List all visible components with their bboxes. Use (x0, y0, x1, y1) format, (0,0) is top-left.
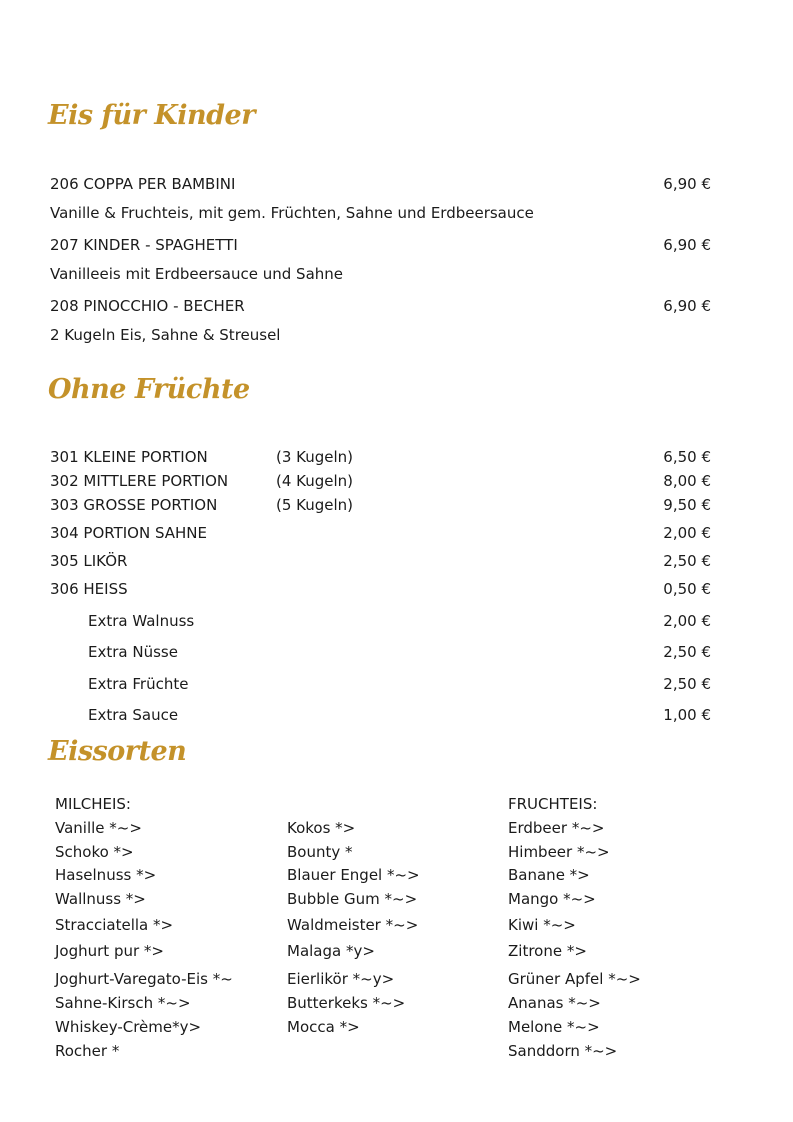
flavor-item: Rocher * (55, 1042, 120, 1060)
flavor-item: Grüner Apfel *~> (508, 970, 641, 988)
extra-nuesse-name: Extra Nüsse (88, 643, 178, 661)
flavor-item: Wallnuss *> (55, 890, 146, 908)
flavor-item: Erdbeer *~> (508, 819, 605, 837)
item-208-title: 208 PINOCCHIO - BECHER (50, 297, 245, 315)
portion-304-name: 304 PORTION SAHNE (50, 524, 208, 542)
item-206-price: 6,90 € (663, 175, 711, 193)
section-heading-ohne-fruechte: Ohne Früchte (48, 374, 250, 405)
flavor-item: Himbeer *~> (508, 843, 610, 861)
item-206-description: Vanille & Fruchteis, mit gem. Früchten, Sahne und Erdbeersauce (50, 204, 534, 222)
section-heading-eissorten: Eissorten (48, 736, 187, 767)
flavor-item: Mocca *> (287, 1018, 360, 1036)
milcheis-header: MILCHEIS: (55, 795, 131, 813)
flavor-item: Banane *> (508, 866, 590, 884)
flavor-item: Stracciatella *> (55, 916, 174, 934)
portion-303-note: (5 Kugeln) (276, 496, 354, 514)
flavor-item: Blauer Engel *~> (287, 866, 420, 884)
portion-302-price: 8,00 € (663, 472, 711, 490)
flavor-item: Mango *~> (508, 890, 596, 908)
item-207-description: Vanilleeis mit Erdbeersauce und Sahne (50, 265, 343, 283)
flavor-item: Kokos *> (287, 819, 356, 837)
item-208-price: 6,90 € (663, 297, 711, 315)
flavor-item: Bubble Gum *~> (287, 890, 418, 908)
portion-301-price: 6,50 € (663, 448, 711, 466)
extra-sauce-price: 1,00 € (663, 706, 711, 724)
item-207-title: 207 KINDER - SPAGHETTI (50, 236, 238, 254)
flavor-item: Waldmeister *~> (287, 916, 419, 934)
portion-306-price: 0,50 € (663, 580, 711, 598)
extra-walnuss-price: 2,00 € (663, 612, 711, 630)
flavor-item: Melone *~> (508, 1018, 600, 1036)
extra-fruechte-price: 2,50 € (663, 675, 711, 693)
flavor-item: Bounty * (287, 843, 353, 861)
flavor-item: Malaga *y> (287, 942, 375, 960)
flavor-item: Vanille *~> (55, 819, 142, 837)
flavor-item: Kiwi *~> (508, 916, 576, 934)
portion-306-name: 306 HEISS (50, 580, 128, 598)
flavor-item: Zitrone *> (508, 942, 587, 960)
flavor-item: Haselnuss *> (55, 866, 157, 884)
flavor-item: Joghurt pur *> (55, 942, 164, 960)
extra-nuesse-price: 2,50 € (663, 643, 711, 661)
flavor-item: Ananas *~> (508, 994, 601, 1012)
portion-302-note: (4 Kugeln) (276, 472, 354, 490)
portion-302-name: 302 MITTLERE PORTION (50, 472, 229, 490)
portion-301-note: (3 Kugeln) (276, 448, 354, 466)
portion-303-name: 303 GROSSE PORTION (50, 496, 218, 514)
extra-fruechte-name: Extra Früchte (88, 675, 189, 693)
flavor-item: Schoko *> (55, 843, 134, 861)
portion-301-name: 301 KLEINE PORTION (50, 448, 208, 466)
flavor-item: Sahne-Kirsch *~> (55, 994, 191, 1012)
flavor-item: Whiskey-Crème*y> (55, 1018, 202, 1036)
portion-305-name: 305 LIKÖR (50, 552, 128, 570)
item-208-description: 2 Kugeln Eis, Sahne & Streusel (50, 326, 281, 344)
flavor-item: Joghurt-Varegato-Eis *~ (55, 970, 233, 988)
flavor-item: Eierlikör *~y> (287, 970, 395, 988)
extra-walnuss-name: Extra Walnuss (88, 612, 195, 630)
flavor-item: Sanddorn *~> (508, 1042, 618, 1060)
portion-305-price: 2,50 € (663, 552, 711, 570)
item-206-title: 206 COPPA PER BAMBINI (50, 175, 236, 193)
fruchteis-header: FRUCHTEIS: (508, 795, 598, 813)
extra-sauce-name: Extra Sauce (88, 706, 179, 724)
flavor-item: Butterkeks *~> (287, 994, 406, 1012)
section-heading-kinder: Eis für Kinder (48, 100, 255, 131)
item-207-price: 6,90 € (663, 236, 711, 254)
portion-304-price: 2,00 € (663, 524, 711, 542)
portion-303-price: 9,50 € (663, 496, 711, 514)
